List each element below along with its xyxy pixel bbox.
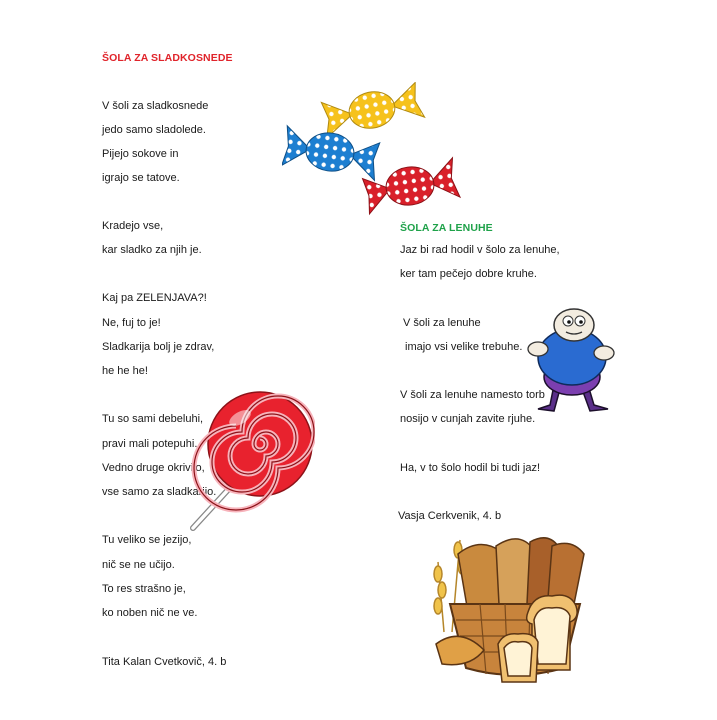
poem1-line: Pijejo sokove in <box>102 148 179 160</box>
poem1-line: pravi mali potepuhi. <box>102 438 198 450</box>
poem1-author: Tita Kalan Cvetkovič, 4. b <box>102 656 227 668</box>
poem1-title: ŠOLA ZA SLADKOSNEDE <box>102 52 233 64</box>
poem2-line: ker tam pečejo dobre kruhe. <box>400 268 537 280</box>
poem2-line: Jaz bi rad hodil v šolo za lenuhe, <box>400 244 560 256</box>
poem1-line: Tu veliko se jezijo, <box>102 534 192 546</box>
poem2-title: ŠOLA ZA LENUHE <box>400 222 493 234</box>
poem1-line: ko noben nič ne ve. <box>102 607 198 619</box>
poem2-line: V šoli za lenuhe <box>403 317 481 329</box>
poem2-line: Ha, v to šolo hodil bi tudi jaz! <box>400 462 541 474</box>
poem2-line: imajo vsi velike trebuhe. <box>405 341 523 353</box>
poem1-line: To res strašno je, <box>102 583 186 595</box>
poem2-author: Vasja Cerkvenik, 4. b <box>398 510 502 522</box>
poem1-line: jedo samo sladolede. <box>102 124 206 136</box>
poem1-line: Kaj pa ZELENJAVA?! <box>102 292 207 304</box>
poem1-line: V šoli za sladkosnede <box>102 100 209 112</box>
poem1-line: igrajo se tatove. <box>102 172 180 184</box>
lollipop-icon <box>185 388 315 533</box>
poem1-line: Kradejo vse, <box>102 220 164 232</box>
poem1-line: vse samo za sladkarijo. <box>102 486 217 498</box>
poem1-line: he he he! <box>102 365 148 377</box>
poem2-line: nosijo v cunjah zavite rjuhe. <box>400 413 536 425</box>
wrapped-candies-icon <box>282 82 472 222</box>
poem1-line: Tu so sami debeluhi, <box>102 413 204 425</box>
poem1-line: Ne, fuj to je! <box>102 317 161 329</box>
poem1-line: nič se ne učijo. <box>102 559 175 571</box>
poem1-line: kar sladko za njih je. <box>102 244 202 256</box>
poem1-line: Sladkarija bolj je zdrav, <box>102 341 215 353</box>
poem2-line: V šoli za lenuhe namesto torb <box>400 389 545 401</box>
fat-man-icon <box>524 305 616 415</box>
poem1-line: Vedno druge okrivijo, <box>102 462 205 474</box>
bread-basket-icon <box>430 532 600 694</box>
